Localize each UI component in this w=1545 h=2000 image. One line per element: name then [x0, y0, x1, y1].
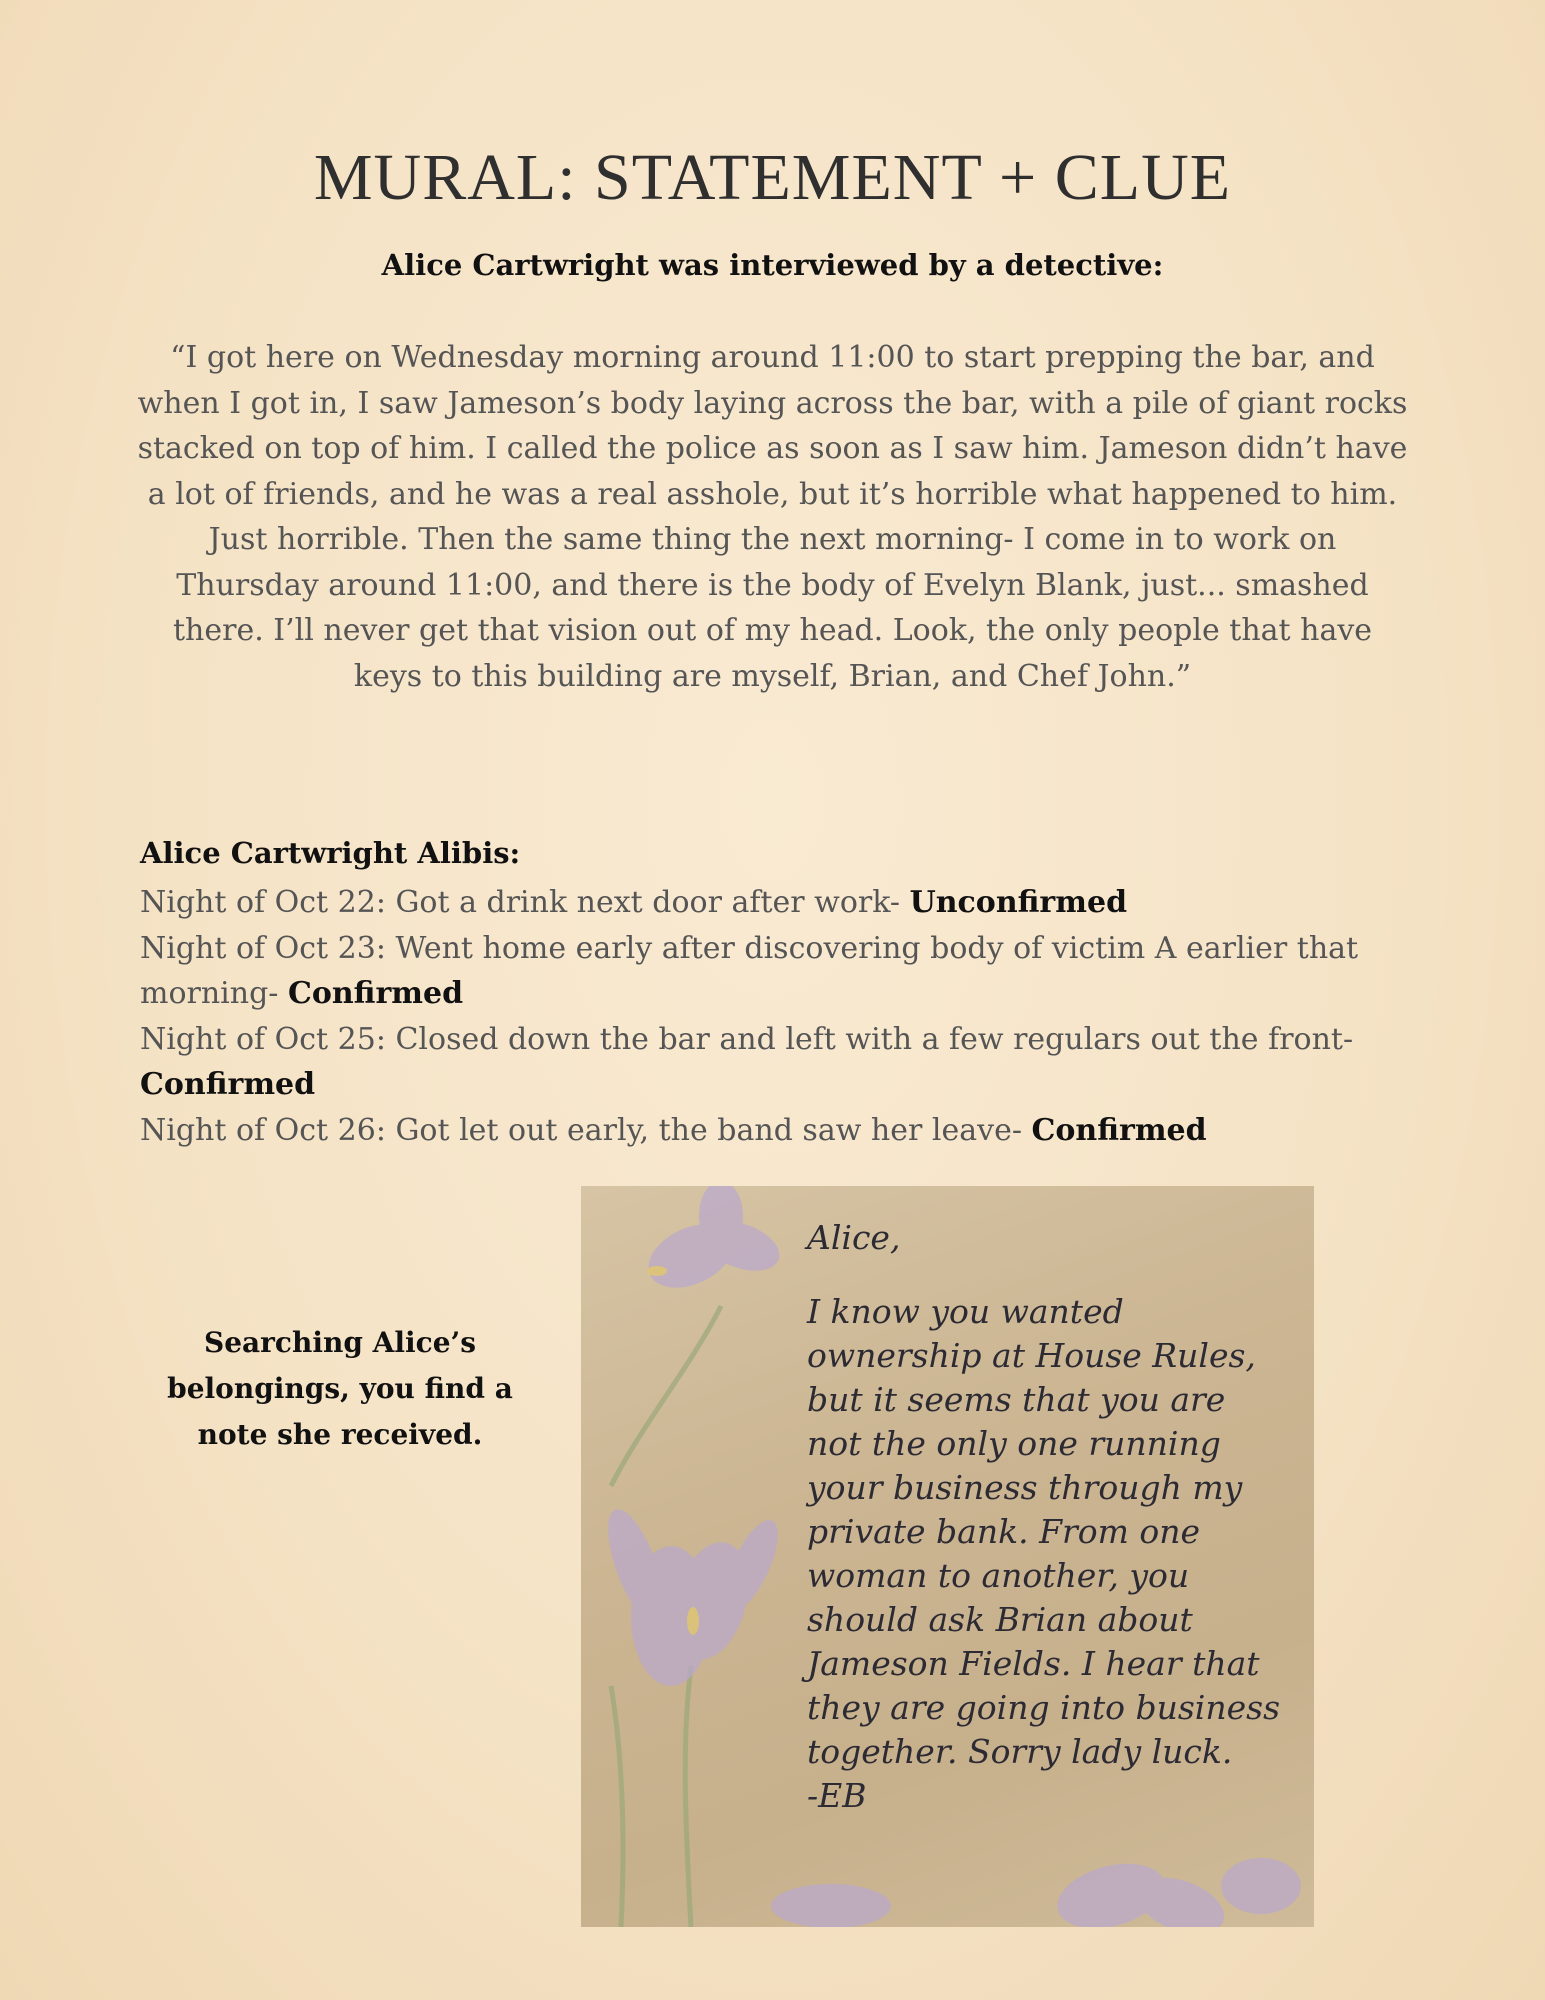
alibi-status: Confirmed — [287, 976, 464, 1011]
page-title: MURAL: STATEMENT + CLUE — [313, 141, 1232, 214]
alibis-heading: Alice Cartwright Alibis: — [140, 836, 521, 870]
alibi-status: Unconfirmed — [909, 885, 1128, 920]
alibi-text: Night of Oct 22: Got a drink next door after work- — [140, 885, 910, 920]
note-signature: -EB — [807, 1776, 867, 1815]
alibi-item — [140, 1108, 1420, 1154]
alibi-item — [140, 1017, 1420, 1108]
search-caption: Searching Alice’s belongings, you find a note she received. — [167, 1326, 513, 1451]
alibi-status: Confirmed — [140, 1067, 316, 1102]
witness-statement: “I got here on Wednesday morning around 11:00 to start prepping the bar, and when I got in, I saw Jameson’s body laying across the bar, with a pile of giant rocks stacked on top of him. I called the police as soon as I saw him. Jameson didn’t have a lot of friends, and he was a real asshole, but it’s horrible what happened to him. Just horrible. Then the same thing the next morning- I come in to work on Thursday around 11:00, and there is the body of Evelyn Blank, just... smashed there. I’ll never get that vision out of my head. Look, the only people that have keys to this building are myself, Brian, and Chef John.” — [137, 340, 1408, 694]
handwritten-note — [581, 1186, 1314, 1927]
alibi-status: Confirmed — [1031, 1112, 1207, 1148]
alibi-text: Night of Oct 25: Closed down the bar and left with a few regulars out the front- — [140, 1021, 1354, 1057]
alibi-item — [140, 926, 1420, 1017]
note-salutation: Alice, — [807, 1218, 901, 1257]
note-text — [807, 1216, 1287, 1818]
alibi-item — [140, 880, 1420, 926]
alibi-text: Night of Oct 26: Got let out early, the band saw her leave- — [140, 1112, 1032, 1148]
alibis-list — [140, 880, 1420, 1153]
interview-heading: Alice Cartwright was interviewed by a detective: — [381, 248, 1164, 282]
alibi-text: Night of Oct 23: Went home early after discovering body of victim A earlier that morning- — [140, 930, 1359, 1011]
note-body: I know you wanted ownership at House Rules, but it seems that you are not the only one running your business through my private bank. From one woman to another, you should ask Brian about Jameson Fields. I hear that they are going into business together. Sorry lady luck. — [807, 1292, 1281, 1771]
